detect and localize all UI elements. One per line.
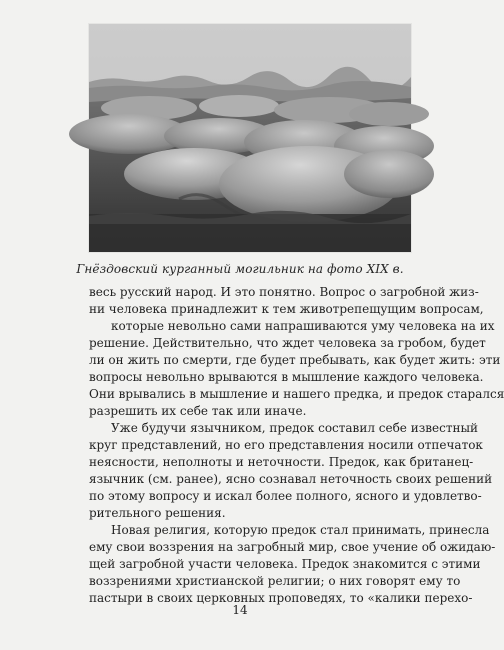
body-text xyxy=(89,284,504,607)
kurgan-photo-image xyxy=(89,24,411,252)
text-line: Они врывались в мышление и нашего предка, и предок старался xyxy=(89,387,504,401)
text-line: неясности, неполноты и неточности. Предок, как британец- xyxy=(89,455,474,469)
text-line: щей загробной участи человека. Предок знакомится с этими xyxy=(89,557,481,571)
text-line: вопросы невольно врываются в мышление каждого человека. xyxy=(89,370,484,384)
text-line: ли он жить по смерти, где будет пребывать, как будет жить: эти xyxy=(89,353,501,367)
text-line: пастыри в своих церковных проповедях, то «калики перехо- xyxy=(89,591,473,605)
text-line: воззрениями христианской религии; о них говорят ему то xyxy=(89,574,461,588)
text-line: Новая религия, которую предок стал принимать, принесла xyxy=(111,523,490,537)
text-line: решение. Действительно, что ждет человека за гробом, будет xyxy=(89,336,486,350)
text-line: рительного решения. xyxy=(89,506,226,520)
page-number: 14 xyxy=(232,603,248,617)
text-line: ни человека принадлежит к тем животрепещущим вопросам, xyxy=(89,302,484,316)
text-line: разрешить их себе так или иначе. xyxy=(89,404,307,418)
figure-caption: Гнёздовский курганный могильник на фото XIX в. xyxy=(76,262,404,276)
text-line: Уже будучи язычником, предок составил себе известный xyxy=(111,421,479,435)
text-line: круг представлений, но его представления носили отпечаток xyxy=(89,438,483,452)
text-line: весь русский народ. И это понятно. Вопрос о загробной жиз- xyxy=(89,285,479,299)
text-line: язычник (см. ранее), ясно сознавал неточность своих решений xyxy=(89,472,493,486)
kurgan-photo xyxy=(89,24,411,252)
text-line: по этому вопросу и искал более полного, ясного и удовлетво- xyxy=(89,489,482,503)
text-line: которые невольно сами напрашиваются уму человека на их xyxy=(111,319,495,333)
text-line: ему свои воззрения на загробный мир, свое учение об ожидаю- xyxy=(89,540,496,554)
